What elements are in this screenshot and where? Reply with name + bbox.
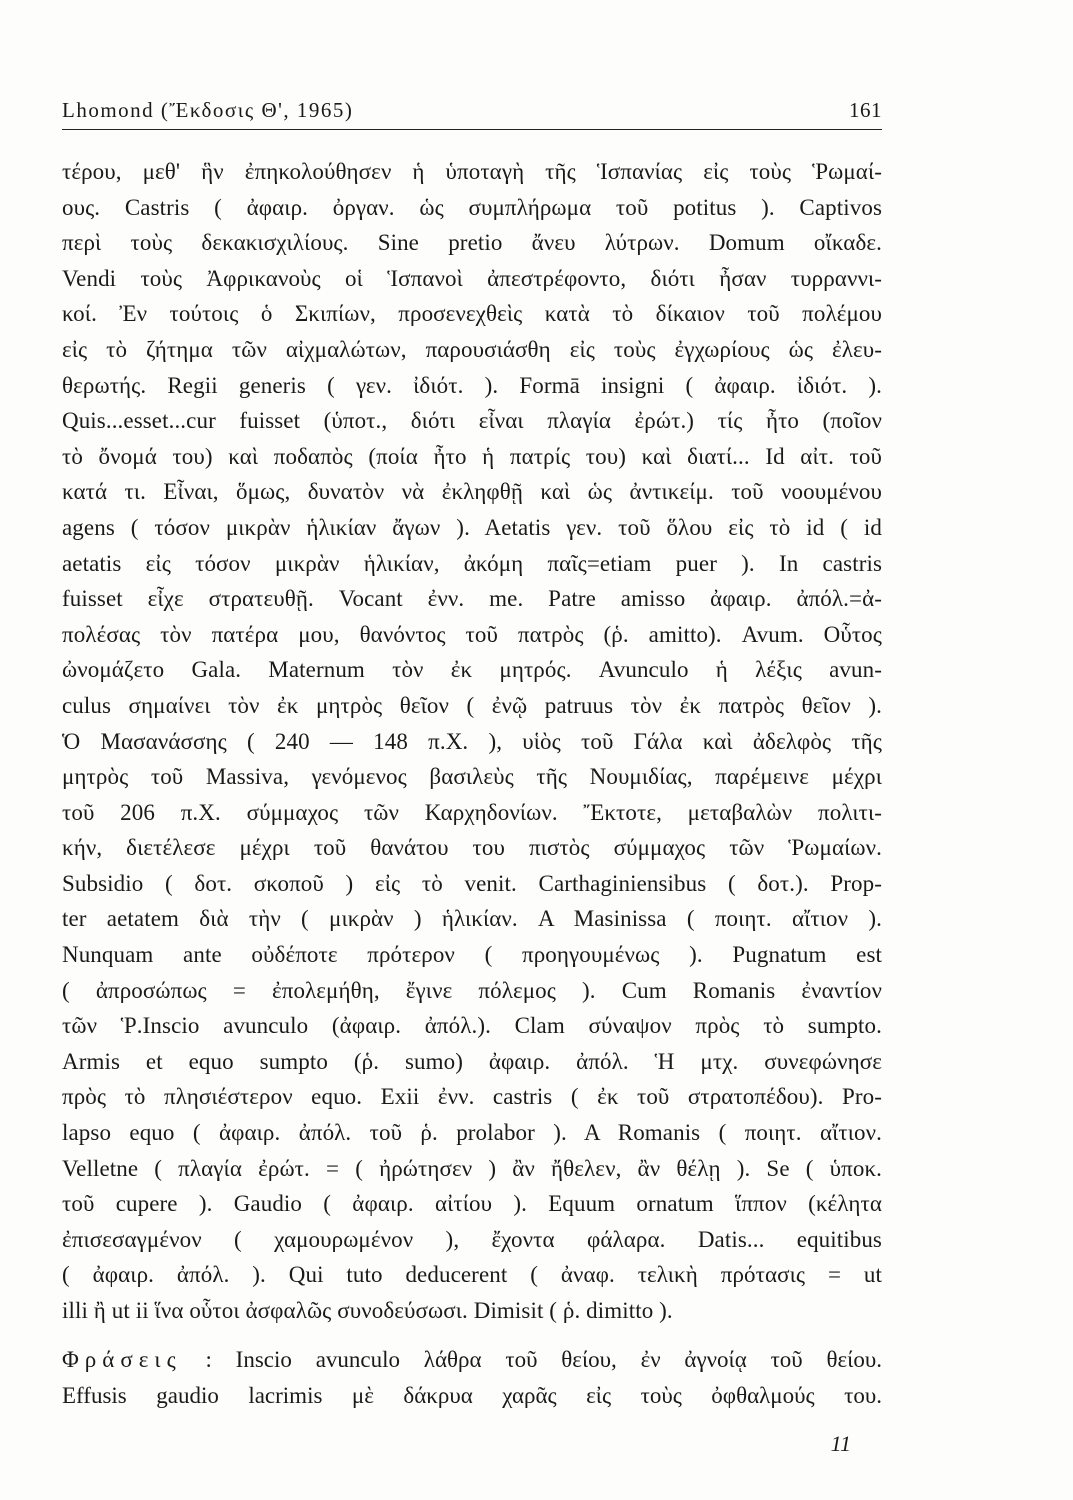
running-head xyxy=(62,98,882,126)
text-line: Ὁ Μασανάσσης ( 240 — 148 π.Χ. ), υἱὸς τοῦ Γάλα καὶ ἀδελφὸς τῆς xyxy=(62,728,882,754)
signature-mark: 11 xyxy=(830,1431,851,1456)
page-number: 161 xyxy=(849,98,882,122)
phrases-section xyxy=(62,1342,882,1413)
text-line: περὶ τοὺς δεκακισχιλίους. Sine pretio ἄνευ λύτρων. Domum οἴκαδε. xyxy=(62,230,882,256)
text-line: lapso equo ( ἀφαιρ. ἀπόλ. τοῦ ῥ. prolabor ). A Romanis ( ποιητ. αἴτιον. xyxy=(62,1120,882,1146)
text-line: fuisset εἶχε στρατευθῇ. Vocant ἐνν. me. Patre amisso ἀφαιρ. ἀπόλ.=ἀ- xyxy=(62,586,882,612)
text-line: τοῦ cupere ). Gaudio ( ἀφαιρ. αἰτίου ). Equum ornatum ἵππον (κέλητα xyxy=(62,1191,882,1217)
text-line: Vendi τοὺς Ἀφρικανοὺς οἱ Ἱσπανοὶ ἀπεστρέφοντο, διότι ἦσαν τυρραννι- xyxy=(62,265,882,291)
text-line: μητρὸς τοῦ Massiva, γενόμενος βασιλεὺς τῆς Νουμιδίας, παρέμεινε μέχρι xyxy=(62,764,882,790)
text-line: Quis...esset...cur fuisset (ὑποτ., διότι εἶναι πλαγία ἐρώτ.) τίς ἦτο (ποῖον xyxy=(62,408,882,434)
text-line: εἰς τὸ ζήτημα τῶν αἰχμαλώτων, παρουσιάσθη εἰς τοὺς ἐγχωρίους ὡς ἐλευ- xyxy=(62,336,882,362)
text-line: Armis et equo sumpto (ῥ. sumo) ἀφαιρ. ἀπόλ. Ἡ μτχ. συνεφώνησε xyxy=(62,1048,882,1074)
text-line: τοῦ 206 π.Χ. σύμμαχος τῶν Καρχηδονίων. Ἔκτοτε, μεταβαλὼν πολιτι- xyxy=(62,799,882,825)
text-line: Nunquam ante οὐδέποτε πρότερον ( προηγουμένως ). Pugnatum est xyxy=(62,942,882,968)
text-line: ter aetatem διὰ τὴν ( μικρὰν ) ἡλικίαν. A Masinissa ( ποιητ. αἴτιον ). xyxy=(62,906,882,932)
phrases-line-1-text: : Inscio avunculo λάθρα τοῦ θείου, ἐν ἀγνοίᾳ τοῦ θείου. xyxy=(205,1347,882,1372)
text-line: ἐπισεσαγμένον ( χαμουρωμένον ), ἔχοντα φάλαρα. Datis... equitibus xyxy=(62,1226,882,1252)
text-line: κατά τι. Εἶναι, ὅμως, δυνατὸν νὰ ἐκληφθῇ καὶ ὡς ἀντικείμ. τοῦ νοουμένου xyxy=(62,479,882,505)
text-line: τῶν Ῥ.Inscio avunculo (ἀφαιρ. ἀπόλ.). Clam σύναψον πρὸς τὸ sumpto. xyxy=(62,1013,882,1039)
phrases-label: Φράσεις xyxy=(62,1347,182,1372)
running-head-title: Lhomond (Ἔκδοσις Θ', 1965) xyxy=(62,98,354,122)
text-line: πρὸς τὸ πλησιέστερον equo. Exii ἐνν. castris ( ἐκ τοῦ στρατοπέδου). Pro- xyxy=(62,1084,882,1110)
text-line: κοί. Ἐν τούτοις ὁ Σκιπίων, προσενεχθεὶς κατὰ τὸ δίκαιον τοῦ πολέμου xyxy=(62,301,882,327)
commentary-text xyxy=(62,154,882,1329)
text-line: θερωτής. Regii generis ( γεν. ἰδιότ. ). Formā insigni ( ἀφαιρ. ἰδιότ. ). xyxy=(62,372,882,398)
header-rule xyxy=(62,129,882,130)
text-line: aetatis εἰς τόσον μικρὰν ἡλικίαν, ἀκόμη παῖς=etiam puer ). In castris xyxy=(62,550,882,576)
phrases-line-1 xyxy=(62,1342,882,1378)
text-line: πολέσας τὸν πατέρα μου, θανόντος τοῦ πατρὸς (ῥ. amitto). Avum. Οὗτος xyxy=(62,621,882,647)
phrases-line-2: Effusis gaudio lacrimis μὲ δάκρυα χαρᾶς εἰς τοὺς ὀφθαλμούς του. xyxy=(62,1382,882,1408)
text-line: ὠνομάζετο Gala. Maternum τὸν ἐκ μητρός. Avunculo ἡ λέξις avun- xyxy=(62,657,882,683)
text-line: ( ἀφαιρ. ἀπόλ. ). Qui tuto deducerent ( ἀναφ. τελικὴ πρότασις = ut xyxy=(62,1262,882,1288)
text-line: τὸ ὄνομά του) καὶ ποδαπὸς (ποία ἦτο ἡ πατρίς του) καὶ διατί... Id αἰτ. τοῦ xyxy=(62,443,882,469)
text-line: Subsidio ( δοτ. σκοποῦ ) εἰς τὸ venit. Carthaginiensibus ( δοτ.). Prop- xyxy=(62,870,882,896)
text-line: τέρου, μεθ' ἣν ἐπηκολούθησεν ἡ ὑποταγὴ τῆς Ἱσπανίας εἰς τοὺς Ῥωμαί- xyxy=(62,159,882,184)
text-line: ους. Castris ( ἀφαιρ. ὀργαν. ὡς συμπλήρωμα τοῦ potitus ). Captivos xyxy=(62,194,882,220)
text-line: illi ἢ ut ii ἵνα οὗτοι ἀσφαλῶς συνοδεύσωσι. Dimisit ( ῥ. dimitto ). xyxy=(62,1298,673,1323)
text-line: culus σημαίνει τὸν ἐκ μητρὸς θεῖον ( ἐνῷ patruus τὸν ἐκ πατρὸς θεῖον ). xyxy=(62,692,882,718)
text-line: agens ( τόσον μικρὰν ἡλικίαν ἄγων ). Aetatis γεν. τοῦ ὅλου εἰς τὸ id ( id xyxy=(62,514,882,540)
text-line: Velletne ( πλαγία ἐρώτ. = ( ἠρώτησεν ) ἂν ἤθελεν, ἂν θέλῃ ). Se ( ὑποκ. xyxy=(62,1155,882,1181)
text-line: ( ἀπροσώπως = ἐπολεμήθη, ἔγινε πόλεμος ). Cum Romanis ἐναντίον xyxy=(62,977,882,1003)
text-line: κήν, διετέλεσε μέχρι τοῦ θανάτου του πιστὸς σύμμαχος τῶν Ῥωμαίων. xyxy=(62,835,882,861)
